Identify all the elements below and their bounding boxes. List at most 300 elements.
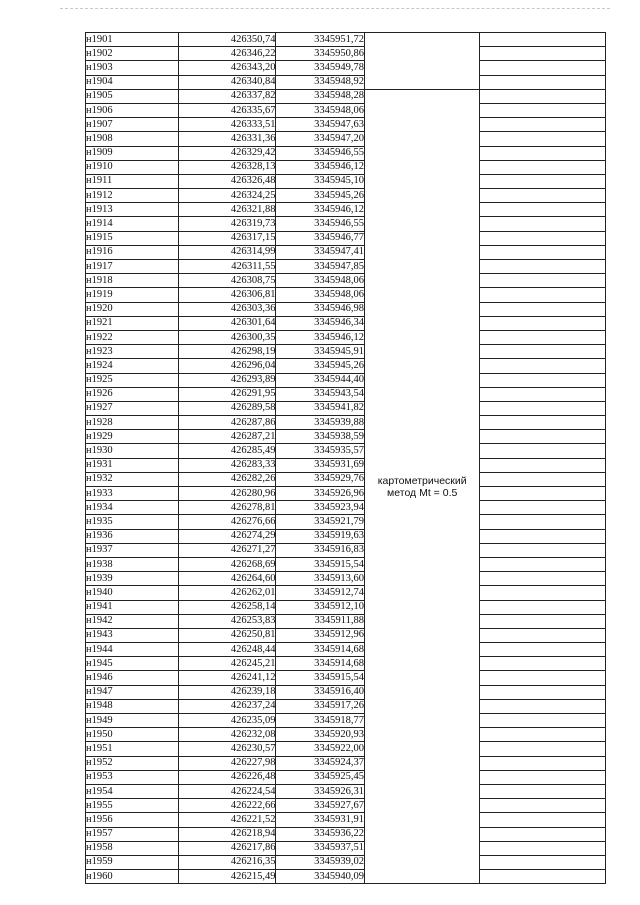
y-coordinate-cell: 3345945,10 <box>276 174 365 188</box>
x-coordinate-cell: 426245,21 <box>178 657 276 671</box>
point-id-cell: н1944 <box>86 643 179 657</box>
empty-cell <box>480 203 606 217</box>
y-coordinate-cell: 3345947,41 <box>276 245 365 259</box>
x-coordinate-cell: 426343,20 <box>178 61 276 75</box>
empty-cell <box>480 217 606 231</box>
table-row <box>86 515 606 529</box>
point-id-cell: н1910 <box>86 160 179 174</box>
y-coordinate-cell: 3345922,00 <box>276 742 365 756</box>
x-coordinate-cell: 426258,14 <box>178 600 276 614</box>
page-top-rule <box>60 8 610 9</box>
table-row <box>86 770 606 784</box>
point-id-cell: н1901 <box>86 33 179 47</box>
empty-cell <box>480 472 606 486</box>
y-coordinate-cell: 3345914,68 <box>276 657 365 671</box>
y-coordinate-cell: 3345936,22 <box>276 827 365 841</box>
point-id-cell: н1906 <box>86 103 179 117</box>
table-row <box>86 742 606 756</box>
y-coordinate-cell: 3345946,34 <box>276 316 365 330</box>
point-id-cell: н1904 <box>86 75 179 89</box>
point-id-cell: н1911 <box>86 174 179 188</box>
y-coordinate-cell: 3345938,59 <box>276 430 365 444</box>
table-row <box>86 827 606 841</box>
empty-cell <box>480 685 606 699</box>
y-coordinate-cell: 3345945,26 <box>276 189 365 203</box>
empty-cell <box>480 316 606 330</box>
x-coordinate-cell: 426264,60 <box>178 572 276 586</box>
table-row <box>86 813 606 827</box>
table-row <box>86 572 606 586</box>
table-row <box>86 444 606 458</box>
empty-cell <box>480 614 606 628</box>
empty-cell <box>480 33 606 47</box>
point-id-cell: н1955 <box>86 799 179 813</box>
empty-cell <box>480 359 606 373</box>
x-coordinate-cell: 426289,58 <box>178 401 276 415</box>
point-id-cell: н1929 <box>86 430 179 444</box>
point-id-cell: н1920 <box>86 302 179 316</box>
empty-cell <box>480 543 606 557</box>
y-coordinate-cell: 3345935,57 <box>276 444 365 458</box>
empty-cell <box>480 714 606 728</box>
point-id-cell: н1917 <box>86 260 179 274</box>
x-coordinate-cell: 426218,94 <box>178 827 276 841</box>
table-row <box>86 132 606 146</box>
table-row <box>86 628 606 642</box>
table-row <box>86 302 606 316</box>
point-id-cell: н1918 <box>86 274 179 288</box>
x-coordinate-cell: 426241,12 <box>178 671 276 685</box>
empty-cell <box>480 260 606 274</box>
x-coordinate-cell: 426298,19 <box>178 345 276 359</box>
table-row <box>86 614 606 628</box>
point-id-cell: н1928 <box>86 416 179 430</box>
table-row <box>86 841 606 855</box>
x-coordinate-cell: 426293,89 <box>178 373 276 387</box>
table-row <box>86 274 606 288</box>
y-coordinate-cell: 3345945,26 <box>276 359 365 373</box>
x-coordinate-cell: 426227,98 <box>178 756 276 770</box>
table-row <box>86 784 606 798</box>
point-id-cell: н1958 <box>86 841 179 855</box>
y-coordinate-cell: 3345923,94 <box>276 501 365 515</box>
table-row <box>86 75 606 89</box>
table-row <box>86 33 606 47</box>
x-coordinate-cell: 426216,35 <box>178 855 276 869</box>
x-coordinate-cell: 426278,81 <box>178 501 276 515</box>
x-coordinate-cell: 426326,48 <box>178 174 276 188</box>
y-coordinate-cell: 3345944,40 <box>276 373 365 387</box>
x-coordinate-cell: 426268,69 <box>178 557 276 571</box>
table-row <box>86 714 606 728</box>
point-id-cell: н1936 <box>86 529 179 543</box>
x-coordinate-cell: 426287,86 <box>178 416 276 430</box>
y-coordinate-cell: 3345912,74 <box>276 586 365 600</box>
point-id-cell: н1902 <box>86 47 179 61</box>
y-coordinate-cell: 3345912,10 <box>276 600 365 614</box>
x-coordinate-cell: 426346,22 <box>178 47 276 61</box>
table-row <box>86 217 606 231</box>
point-id-cell: н1921 <box>86 316 179 330</box>
table-row <box>86 373 606 387</box>
table-row <box>86 643 606 657</box>
y-coordinate-cell: 3345925,45 <box>276 770 365 784</box>
table-row <box>86 359 606 373</box>
y-coordinate-cell: 3345926,96 <box>276 487 365 501</box>
x-coordinate-cell: 426335,67 <box>178 103 276 117</box>
x-coordinate-cell: 426215,49 <box>178 870 276 884</box>
point-id-cell: н1937 <box>86 543 179 557</box>
y-coordinate-cell: 3345913,60 <box>276 572 365 586</box>
x-coordinate-cell: 426283,33 <box>178 458 276 472</box>
empty-cell <box>480 671 606 685</box>
y-coordinate-cell: 3345929,76 <box>276 472 365 486</box>
x-coordinate-cell: 426217,86 <box>178 841 276 855</box>
point-id-cell: н1905 <box>86 89 179 103</box>
x-coordinate-cell: 426271,27 <box>178 543 276 557</box>
empty-cell <box>480 827 606 841</box>
empty-cell <box>480 302 606 316</box>
table-row <box>86 600 606 614</box>
y-coordinate-cell: 3345931,91 <box>276 813 365 827</box>
method-note-line2: метод Mt = 0.5 <box>387 486 458 499</box>
table-row <box>86 345 606 359</box>
table-row <box>86 699 606 713</box>
point-id-cell: н1954 <box>86 784 179 798</box>
table-row <box>86 657 606 671</box>
empty-cell <box>480 742 606 756</box>
x-coordinate-cell: 426350,74 <box>178 33 276 47</box>
point-id-cell: н1922 <box>86 330 179 344</box>
empty-cell <box>480 487 606 501</box>
x-coordinate-cell: 426300,35 <box>178 330 276 344</box>
empty-cell <box>480 401 606 415</box>
y-coordinate-cell: 3345939,02 <box>276 855 365 869</box>
x-coordinate-cell: 426237,24 <box>178 699 276 713</box>
point-id-cell: н1957 <box>86 827 179 841</box>
empty-cell <box>480 345 606 359</box>
x-coordinate-cell: 426308,75 <box>178 274 276 288</box>
table-row <box>86 756 606 770</box>
table-row <box>86 89 606 103</box>
empty-cell <box>480 118 606 132</box>
table-row <box>86 501 606 515</box>
table-row <box>86 472 606 486</box>
point-id-cell: н1949 <box>86 714 179 728</box>
x-coordinate-cell: 426282,26 <box>178 472 276 486</box>
method-note-line1: картометрический <box>377 474 467 487</box>
x-coordinate-cell: 426276,66 <box>178 515 276 529</box>
y-coordinate-cell: 3345915,54 <box>276 671 365 685</box>
point-id-cell: н1908 <box>86 132 179 146</box>
x-coordinate-cell: 426248,44 <box>178 643 276 657</box>
y-coordinate-cell: 3345927,67 <box>276 799 365 813</box>
x-coordinate-cell: 426328,13 <box>178 160 276 174</box>
empty-cell <box>480 373 606 387</box>
point-id-cell: н1930 <box>86 444 179 458</box>
table-row <box>86 458 606 472</box>
table-row <box>86 870 606 884</box>
x-coordinate-cell: 426319,73 <box>178 217 276 231</box>
y-coordinate-cell: 3345911,88 <box>276 614 365 628</box>
empty-cell <box>480 458 606 472</box>
x-coordinate-cell: 426340,84 <box>178 75 276 89</box>
y-coordinate-cell: 3345921,79 <box>276 515 365 529</box>
y-coordinate-cell: 3345926,31 <box>276 784 365 798</box>
empty-cell <box>480 501 606 515</box>
y-coordinate-cell: 3345946,55 <box>276 217 365 231</box>
empty-cell <box>480 643 606 657</box>
x-coordinate-cell: 426303,36 <box>178 302 276 316</box>
point-id-cell: н1919 <box>86 288 179 302</box>
x-coordinate-cell: 426250,81 <box>178 628 276 642</box>
empty-cell <box>480 572 606 586</box>
table-row <box>86 586 606 600</box>
y-coordinate-cell: 3345946,55 <box>276 146 365 160</box>
y-coordinate-cell: 3345948,92 <box>276 75 365 89</box>
y-coordinate-cell: 3345948,06 <box>276 288 365 302</box>
point-id-cell: н1912 <box>86 189 179 203</box>
table-row <box>86 160 606 174</box>
y-coordinate-cell: 3345951,72 <box>276 33 365 47</box>
y-coordinate-cell: 3345948,28 <box>276 89 365 103</box>
table-row <box>86 231 606 245</box>
table-row <box>86 728 606 742</box>
point-id-cell: н1926 <box>86 387 179 401</box>
table-row <box>86 430 606 444</box>
x-coordinate-cell: 426311,55 <box>178 260 276 274</box>
x-coordinate-cell: 426274,29 <box>178 529 276 543</box>
empty-cell <box>480 756 606 770</box>
y-coordinate-cell: 3345947,20 <box>276 132 365 146</box>
point-id-cell: н1931 <box>86 458 179 472</box>
empty-cell <box>480 132 606 146</box>
point-id-cell: н1903 <box>86 61 179 75</box>
empty-cell <box>480 600 606 614</box>
empty-cell <box>480 189 606 203</box>
point-id-cell: н1956 <box>86 813 179 827</box>
empty-cell <box>480 245 606 259</box>
point-id-cell: н1924 <box>86 359 179 373</box>
empty-cell <box>480 515 606 529</box>
method-note-cell <box>365 89 480 884</box>
table-row <box>86 487 606 501</box>
point-id-cell: н1952 <box>86 756 179 770</box>
y-coordinate-cell: 3345924,37 <box>276 756 365 770</box>
empty-cell <box>480 870 606 884</box>
point-id-cell: н1943 <box>86 628 179 642</box>
point-id-cell: н1942 <box>86 614 179 628</box>
table-row <box>86 103 606 117</box>
table-row <box>86 387 606 401</box>
x-coordinate-cell: 426230,57 <box>178 742 276 756</box>
x-coordinate-cell: 426301,64 <box>178 316 276 330</box>
table-row <box>86 330 606 344</box>
point-id-cell: н1951 <box>86 742 179 756</box>
empty-cell <box>480 628 606 642</box>
table-row <box>86 118 606 132</box>
y-coordinate-cell: 3345948,06 <box>276 103 365 117</box>
x-coordinate-cell: 426329,42 <box>178 146 276 160</box>
table-row <box>86 543 606 557</box>
table-row <box>86 189 606 203</box>
x-coordinate-cell: 426333,51 <box>178 118 276 132</box>
x-coordinate-cell: 426222,66 <box>178 799 276 813</box>
point-id-cell: н1925 <box>86 373 179 387</box>
y-coordinate-cell: 3345916,40 <box>276 685 365 699</box>
empty-cell <box>480 416 606 430</box>
y-coordinate-cell: 3345946,12 <box>276 203 365 217</box>
point-id-cell: н1953 <box>86 770 179 784</box>
y-coordinate-cell: 3345937,51 <box>276 841 365 855</box>
table-row <box>86 288 606 302</box>
x-coordinate-cell: 426287,21 <box>178 430 276 444</box>
empty-cell <box>480 330 606 344</box>
point-id-cell: н1913 <box>86 203 179 217</box>
empty-cell <box>480 47 606 61</box>
y-coordinate-cell: 3345946,12 <box>276 330 365 344</box>
point-id-cell: н1946 <box>86 671 179 685</box>
point-id-cell: н1950 <box>86 728 179 742</box>
x-coordinate-cell: 426224,54 <box>178 784 276 798</box>
x-coordinate-cell: 426317,15 <box>178 231 276 245</box>
x-coordinate-cell: 426314,99 <box>178 245 276 259</box>
y-coordinate-cell: 3345943,54 <box>276 387 365 401</box>
point-id-cell: н1959 <box>86 855 179 869</box>
empty-cell <box>480 699 606 713</box>
empty-cell <box>480 288 606 302</box>
x-coordinate-cell: 426253,83 <box>178 614 276 628</box>
x-coordinate-cell: 426306,81 <box>178 288 276 302</box>
table-row <box>86 316 606 330</box>
x-coordinate-cell: 426226,48 <box>178 770 276 784</box>
point-id-cell: н1909 <box>86 146 179 160</box>
table-row <box>86 146 606 160</box>
x-coordinate-cell: 426280,96 <box>178 487 276 501</box>
point-id-cell: н1927 <box>86 401 179 415</box>
y-coordinate-cell: 3345920,93 <box>276 728 365 742</box>
empty-cell <box>480 61 606 75</box>
empty-cell <box>480 784 606 798</box>
table-row <box>86 203 606 217</box>
point-id-cell: н1941 <box>86 600 179 614</box>
x-coordinate-cell: 426232,08 <box>178 728 276 742</box>
point-id-cell: н1935 <box>86 515 179 529</box>
table-row <box>86 416 606 430</box>
y-coordinate-cell: 3345947,63 <box>276 118 365 132</box>
x-coordinate-cell: 426262,01 <box>178 586 276 600</box>
x-coordinate-cell: 426331,36 <box>178 132 276 146</box>
y-coordinate-cell: 3345947,85 <box>276 260 365 274</box>
y-coordinate-cell: 3345948,06 <box>276 274 365 288</box>
point-id-cell: н1947 <box>86 685 179 699</box>
coordinates-table <box>85 32 606 884</box>
x-coordinate-cell: 426235,09 <box>178 714 276 728</box>
empty-cell <box>480 75 606 89</box>
point-id-cell: н1916 <box>86 245 179 259</box>
empty-cell <box>480 444 606 458</box>
point-id-cell: н1938 <box>86 557 179 571</box>
table-row <box>86 245 606 259</box>
method-cell-empty <box>365 33 480 90</box>
empty-cell <box>480 160 606 174</box>
empty-cell <box>480 813 606 827</box>
empty-cell <box>480 529 606 543</box>
y-coordinate-cell: 3345946,12 <box>276 160 365 174</box>
point-id-cell: н1948 <box>86 699 179 713</box>
point-id-cell: н1923 <box>86 345 179 359</box>
y-coordinate-cell: 3345939,88 <box>276 416 365 430</box>
point-id-cell: н1934 <box>86 501 179 515</box>
point-id-cell: н1940 <box>86 586 179 600</box>
empty-cell <box>480 103 606 117</box>
empty-cell <box>480 657 606 671</box>
empty-cell <box>480 841 606 855</box>
table-row <box>86 799 606 813</box>
table-row <box>86 174 606 188</box>
y-coordinate-cell: 3345941,82 <box>276 401 365 415</box>
point-id-cell: н1960 <box>86 870 179 884</box>
table-row <box>86 529 606 543</box>
point-id-cell: н1932 <box>86 472 179 486</box>
point-id-cell: н1915 <box>86 231 179 245</box>
y-coordinate-cell: 3345919,63 <box>276 529 365 543</box>
table-row <box>86 557 606 571</box>
empty-cell <box>480 799 606 813</box>
x-coordinate-cell: 426337,82 <box>178 89 276 103</box>
table-row <box>86 855 606 869</box>
point-id-cell: н1907 <box>86 118 179 132</box>
empty-cell <box>480 231 606 245</box>
y-coordinate-cell: 3345914,68 <box>276 643 365 657</box>
y-coordinate-cell: 3345915,54 <box>276 557 365 571</box>
coordinates-table-body <box>86 33 606 884</box>
point-id-cell: н1945 <box>86 657 179 671</box>
y-coordinate-cell: 3345946,77 <box>276 231 365 245</box>
empty-cell <box>480 586 606 600</box>
x-coordinate-cell: 426239,18 <box>178 685 276 699</box>
table-row <box>86 260 606 274</box>
point-id-cell: н1933 <box>86 487 179 501</box>
y-coordinate-cell: 3345916,83 <box>276 543 365 557</box>
table-row <box>86 47 606 61</box>
table-row <box>86 671 606 685</box>
x-coordinate-cell: 426291,95 <box>178 387 276 401</box>
empty-cell <box>480 855 606 869</box>
table-row <box>86 61 606 75</box>
x-coordinate-cell: 426296,04 <box>178 359 276 373</box>
y-coordinate-cell: 3345918,77 <box>276 714 365 728</box>
point-id-cell: н1939 <box>86 572 179 586</box>
empty-cell <box>480 89 606 103</box>
empty-cell <box>480 770 606 784</box>
y-coordinate-cell: 3345946,98 <box>276 302 365 316</box>
x-coordinate-cell: 426321,88 <box>178 203 276 217</box>
empty-cell <box>480 430 606 444</box>
x-coordinate-cell: 426285,49 <box>178 444 276 458</box>
empty-cell <box>480 557 606 571</box>
y-coordinate-cell: 3345950,86 <box>276 47 365 61</box>
y-coordinate-cell: 3345945,91 <box>276 345 365 359</box>
y-coordinate-cell: 3345949,78 <box>276 61 365 75</box>
y-coordinate-cell: 3345912,96 <box>276 628 365 642</box>
y-coordinate-cell: 3345931,69 <box>276 458 365 472</box>
x-coordinate-cell: 426221,52 <box>178 813 276 827</box>
empty-cell <box>480 146 606 160</box>
empty-cell <box>480 728 606 742</box>
table-row <box>86 401 606 415</box>
empty-cell <box>480 174 606 188</box>
